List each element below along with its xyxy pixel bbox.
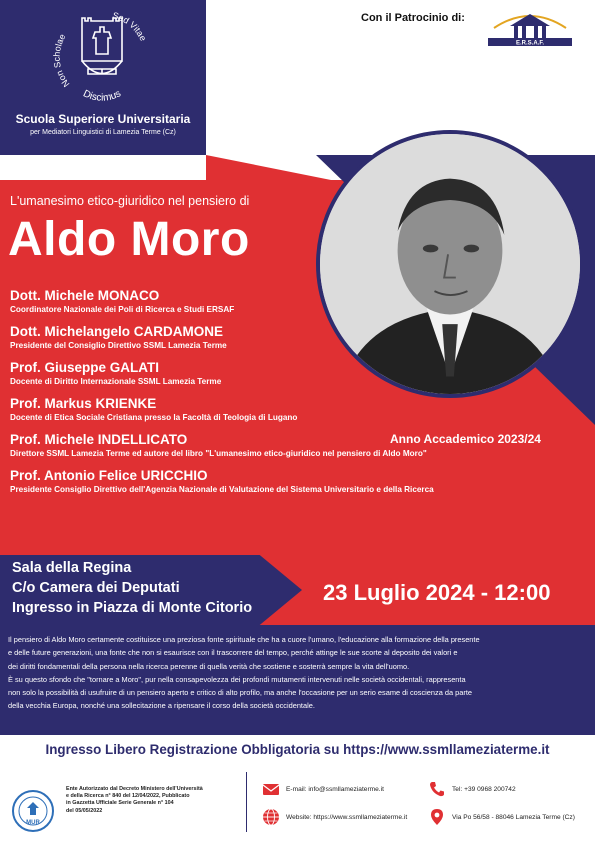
mur-authorization-text — [66, 786, 236, 815]
speaker-item — [10, 287, 570, 315]
event-headline: Aldo Moro — [8, 213, 250, 266]
address-text: Via Po 56/58 - 88046 Lamezia Terme (Cz) — [452, 813, 575, 821]
description-text — [8, 633, 588, 713]
speaker-item — [10, 323, 570, 351]
speakers-list — [10, 287, 570, 503]
school-subtitle: per Mediatori Linguistici di Lamezia Terme (Cz) — [30, 129, 176, 136]
school-name: Scuola Superiore Universitaria — [15, 112, 191, 126]
red-diagonal-shape — [206, 155, 336, 181]
speaker-name: Prof. Giuseppe GALATI — [10, 360, 160, 375]
speaker-role: Presidente Consiglio Direttivo dell'Agenzia Nazionale di Valutazione del Sistema Universitario e della Ricerca — [10, 485, 434, 494]
description-line: e delle future generazioni, una fonte che non si esaurisce con il trascorrere del tempo, perché attinge le sue scorte al deposito dei valori e — [8, 648, 458, 658]
globe-icon — [262, 808, 280, 826]
email-icon — [262, 780, 280, 798]
speaker-name: Dott. Michelangelo CARDAMONE — [10, 324, 224, 339]
speaker-name: Prof. Michele INDELLICATO — [10, 432, 188, 447]
email-contact[interactable] — [262, 780, 384, 798]
website-text[interactable]: Website: https://www.ssmllameziaterme.it — [286, 813, 408, 821]
speaker-item — [10, 395, 570, 423]
email-text[interactable]: E-mail: info@ssmllameziaterme.it — [286, 785, 384, 793]
mur-text-line: e della Ricerca n° 840 del 12/04/2022, Pubblicato — [66, 793, 190, 800]
speaker-name: Dott. Michele MONACO — [10, 288, 160, 303]
motto-left: Non Scholae — [52, 32, 72, 89]
description-line: della vecchia Europa, nonché una sollecitazione a ripensare il corso della società occidentale. — [8, 701, 315, 711]
svg-text:Sed Vitae — [111, 10, 148, 42]
speaker-item — [10, 467, 570, 495]
description-line: È su questo sfondo che "tornare a Moro", pur nella consapevolezza dei profondi mutamenti intervenuti nelle società occidentali, rappresenta — [8, 674, 466, 684]
address-contact — [428, 808, 575, 826]
event-date-time: 23 Luglio 2024 - 12:00 — [323, 580, 551, 605]
ersaf-logo-text: E.R.S.A.F. — [515, 40, 545, 47]
patronage-label: Con il Patrocinio di: — [361, 12, 465, 24]
speaker-role: Docente di Etica Sociale Cristiana presso la Facoltà di Teologia di Lugano — [10, 413, 298, 422]
speaker-role: Coordinatore Nazionale dei Poli di Ricerca e Studi ERSAF — [10, 305, 235, 314]
phone-contact[interactable] — [428, 780, 516, 798]
speaker-role: Docente di Diritto Internazionale SSML Lamezia Terme — [10, 377, 222, 386]
mur-text-line: in Gazzetta Ufficiale Serie Generale n° 104 — [66, 800, 174, 807]
description-line: Il pensiero di Aldo Moro certamente costituisce una preziosa fonte spirituale che ha a cuore l'umano, l'educazione alla formazione della presente — [8, 635, 480, 644]
mur-label: MUR — [26, 820, 40, 826]
svg-text:Discimus — [81, 88, 123, 104]
venue-line-3: Ingresso in Piazza di Monte Citorio — [12, 600, 253, 616]
phone-icon — [428, 780, 446, 798]
mur-text-line: del 05/05/2022 — [66, 807, 103, 814]
speaker-name: Prof. Markus KRIENKE — [10, 396, 157, 411]
motto-right: Sed Vitae — [111, 10, 149, 43]
description-line: non solo la possibilità di usufruire di un pensiero aperto e critico di alto profilo, ma anche l'occasione per un serio esame di coscienza da parte — [8, 688, 472, 698]
speaker-name: Prof. Antonio Felice URICCHIO — [10, 468, 208, 483]
speaker-role: Presidente del Consiglio Direttivo SSML Lamezia Terme — [10, 341, 227, 350]
location-pin-icon — [428, 808, 446, 826]
website-contact[interactable] — [262, 808, 407, 826]
speaker-role: Direttore SSML Lamezia Terme ed autore del libro "L'umanesimo etico-giuridico nel pensiero di Aldo Moro" — [10, 449, 427, 458]
mur-logo — [10, 788, 56, 834]
event-intro: L'umanesimo etico-giuridico nel pensiero di — [10, 194, 250, 208]
academic-year: Anno Accademico 2023/24 — [390, 432, 541, 446]
registration-link[interactable]: Ingresso Libero Registrazione Obbligatoria su https://www.ssmllameziaterme.it — [45, 742, 550, 757]
school-crest-logo — [52, 6, 152, 106]
mur-text-line: Ente Autorizzato dal Decreto Ministero dell'Università — [66, 786, 203, 792]
venue-line-1: Sala della Regina — [12, 560, 132, 576]
ersaf-columns-icon — [484, 6, 576, 50]
speaker-item — [10, 359, 570, 387]
footer-divider — [246, 772, 247, 832]
phone-text[interactable]: Tel: +39 0968 200742 — [452, 785, 516, 793]
svg-text:Non Scholae — [52, 32, 72, 89]
motto-bottom: Discimus — [81, 88, 123, 104]
description-line: dei diritti fondamentali della persona nella ricerca perenne di quella verità che sostiene e sosterrà sempre la vita dell'uomo. — [8, 661, 410, 671]
venue-line-2: C/o Camera dei Deputati — [12, 580, 180, 596]
